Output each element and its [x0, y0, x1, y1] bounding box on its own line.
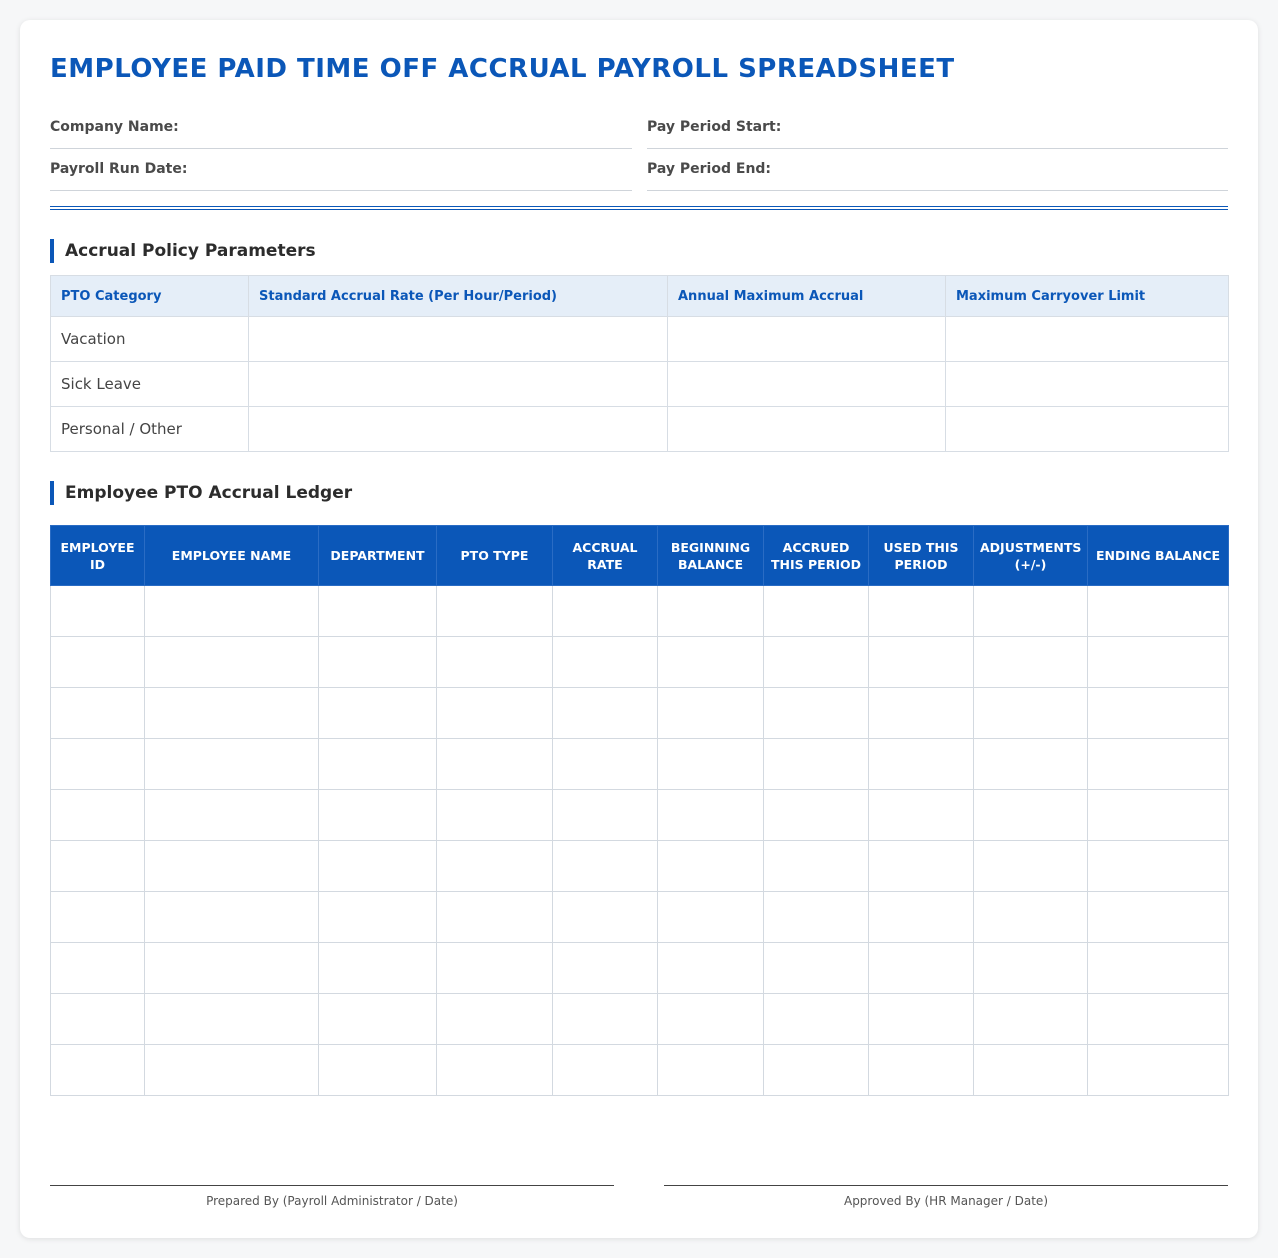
ledger-cell[interactable] [658, 841, 764, 892]
ledger-cell[interactable] [869, 790, 974, 841]
ledger-row [51, 790, 1229, 841]
ledger-cell[interactable] [764, 688, 869, 739]
ledger-cell[interactable] [869, 943, 974, 994]
ledger-column-header: BEGINNING BALANCE [658, 526, 764, 586]
ledger-cell[interactable] [319, 790, 437, 841]
ledger-cell[interactable] [1088, 790, 1229, 841]
ledger-cell[interactable] [553, 739, 658, 790]
ledger-cell[interactable] [437, 637, 553, 688]
ledger-cell[interactable] [764, 892, 869, 943]
ledger-cell[interactable] [974, 1045, 1088, 1096]
ledger-cell[interactable] [658, 739, 764, 790]
ledger-cell[interactable] [437, 739, 553, 790]
policy-value-cell[interactable] [249, 317, 668, 362]
ledger-cell[interactable] [145, 790, 319, 841]
policy-value-cell[interactable] [668, 407, 946, 452]
ledger-cell[interactable] [869, 1045, 974, 1096]
ledger-cell[interactable] [974, 841, 1088, 892]
ledger-cell[interactable] [553, 841, 658, 892]
ledger-cell[interactable] [658, 943, 764, 994]
ledger-row [51, 637, 1229, 688]
ledger-cell[interactable] [51, 892, 145, 943]
ledger-cell[interactable] [764, 586, 869, 637]
ledger-cell[interactable] [1088, 739, 1229, 790]
ledger-cell[interactable] [145, 841, 319, 892]
ledger-cell[interactable] [319, 637, 437, 688]
ledger-cell[interactable] [437, 892, 553, 943]
ledger-cell[interactable] [437, 1045, 553, 1096]
ledger-cell[interactable] [974, 943, 1088, 994]
ledger-cell[interactable] [319, 841, 437, 892]
page-title: EMPLOYEE PAID TIME OFF ACCRUAL PAYROLL SPREADSHEET [50, 54, 955, 84]
ledger-cell[interactable] [437, 841, 553, 892]
ledger-cell[interactable] [51, 637, 145, 688]
ledger-cell[interactable] [51, 1045, 145, 1096]
ledger-cell[interactable] [437, 943, 553, 994]
ledger-cell[interactable] [145, 688, 319, 739]
header-divider [50, 206, 1228, 210]
ledger-cell[interactable] [145, 586, 319, 637]
prepared-by-signature-line[interactable]: Prepared By (Payroll Administrator / Date) [50, 1185, 614, 1208]
policy-column-header: PTO Category [51, 276, 249, 317]
ledger-cell[interactable] [974, 790, 1088, 841]
ledger-column-header: DEPARTMENT [319, 526, 437, 586]
policy-column-header: Standard Accrual Rate (Per Hour/Period) [249, 276, 668, 317]
ledger-row [51, 943, 1229, 994]
ledger-cell[interactable] [145, 1045, 319, 1096]
policy-row [51, 362, 1229, 407]
ledger-column-header: ADJUSTMENTS (+/-) [974, 526, 1088, 586]
ledger-cell[interactable] [869, 688, 974, 739]
ledger-column-header: EMPLOYEE ID [51, 526, 145, 586]
ledger-cell[interactable] [764, 943, 869, 994]
ledger-cell[interactable] [145, 739, 319, 790]
ledger-row [51, 1045, 1229, 1096]
ledger-row [51, 994, 1229, 1045]
ledger-cell[interactable] [51, 943, 145, 994]
ledger-cell[interactable] [658, 790, 764, 841]
ledger-cell[interactable] [437, 688, 553, 739]
ledger-cell[interactable] [319, 994, 437, 1045]
ledger-column-header: ACCRUED THIS PERIOD [764, 526, 869, 586]
ledger-cell[interactable] [764, 637, 869, 688]
policy-value-cell[interactable] [668, 362, 946, 407]
approved-by-signature-line[interactable]: Approved By (HR Manager / Date) [664, 1185, 1228, 1208]
ledger-cell[interactable] [869, 739, 974, 790]
policy-value-cell[interactable] [668, 317, 946, 362]
policy-row [51, 317, 1229, 362]
ledger-cell[interactable] [553, 637, 658, 688]
ledger-cell[interactable] [1088, 1045, 1229, 1096]
document-card [20, 20, 1258, 1238]
ledger-cell[interactable] [764, 841, 869, 892]
ledger-cell[interactable] [869, 637, 974, 688]
ledger-cell[interactable] [1088, 637, 1229, 688]
ledger-cell[interactable] [974, 739, 1088, 790]
ledger-cell[interactable] [869, 994, 974, 1045]
ledger-cell[interactable] [553, 586, 658, 637]
ledger-cell[interactable] [553, 790, 658, 841]
ledger-cell[interactable] [1088, 688, 1229, 739]
ledger-cell[interactable] [51, 841, 145, 892]
pto-ledger-table [50, 525, 1229, 1096]
ledger-cell[interactable] [437, 586, 553, 637]
ledger-cell[interactable] [51, 739, 145, 790]
ledger-cell[interactable] [869, 586, 974, 637]
ledger-column-header: ACCRUAL RATE [553, 526, 658, 586]
ledger-cell[interactable] [145, 892, 319, 943]
policy-row [51, 407, 1229, 452]
ledger-cell[interactable] [764, 994, 869, 1045]
policy-value-cell[interactable] [249, 407, 668, 452]
ledger-cell[interactable] [437, 790, 553, 841]
payroll-run-date-field[interactable]: Payroll Run Date: [50, 149, 632, 191]
ledger-cell[interactable] [51, 790, 145, 841]
ledger-cell[interactable] [869, 892, 974, 943]
policy-value-cell[interactable] [946, 362, 1229, 407]
ledger-cell[interactable] [1088, 586, 1229, 637]
policy-section-heading: Accrual Policy Parameters [50, 239, 316, 263]
ledger-cell[interactable] [553, 943, 658, 994]
ledger-cell[interactable] [51, 994, 145, 1045]
ledger-cell[interactable] [319, 688, 437, 739]
ledger-column-header: PTO TYPE [437, 526, 553, 586]
ledger-section-heading: Employee PTO Accrual Ledger [50, 481, 352, 505]
ledger-cell[interactable] [319, 739, 437, 790]
policy-column-header: Annual Maximum Accrual [668, 276, 946, 317]
ledger-row [51, 688, 1229, 739]
ledger-column-header: ENDING BALANCE [1088, 526, 1229, 586]
policy-column-header: Maximum Carryover Limit [946, 276, 1229, 317]
ledger-cell[interactable] [1088, 892, 1229, 943]
ledger-cell[interactable] [1088, 841, 1229, 892]
ledger-cell[interactable] [319, 892, 437, 943]
ledger-cell[interactable] [764, 790, 869, 841]
policy-value-cell[interactable] [946, 317, 1229, 362]
ledger-cell[interactable] [974, 688, 1088, 739]
ledger-cell[interactable] [437, 994, 553, 1045]
company-name-field[interactable]: Company Name: [50, 107, 632, 149]
ledger-cell[interactable] [658, 688, 764, 739]
ledger-cell[interactable] [764, 739, 869, 790]
accrual-policy-table [50, 275, 1229, 452]
ledger-cell[interactable] [658, 994, 764, 1045]
pto-category-cell: Sick Leave [51, 362, 249, 407]
pto-category-cell: Vacation [51, 317, 249, 362]
ledger-row [51, 892, 1229, 943]
ledger-cell[interactable] [974, 586, 1088, 637]
ledger-cell[interactable] [319, 586, 437, 637]
ledger-column-header: EMPLOYEE NAME [145, 526, 319, 586]
policy-value-cell[interactable] [249, 362, 668, 407]
ledger-cell[interactable] [974, 637, 1088, 688]
policy-value-cell[interactable] [946, 407, 1229, 452]
ledger-cell[interactable] [319, 1045, 437, 1096]
pay-period-start-field[interactable]: Pay Period Start: [647, 107, 1228, 149]
ledger-cell[interactable] [145, 943, 319, 994]
ledger-cell[interactable] [1088, 943, 1229, 994]
ledger-cell[interactable] [145, 637, 319, 688]
ledger-cell[interactable] [319, 943, 437, 994]
ledger-cell[interactable] [145, 994, 319, 1045]
ledger-cell[interactable] [553, 1045, 658, 1096]
ledger-cell[interactable] [658, 586, 764, 637]
pto-category-cell: Personal / Other [51, 407, 249, 452]
ledger-cell[interactable] [658, 1045, 764, 1096]
ledger-cell[interactable] [553, 688, 658, 739]
ledger-cell[interactable] [553, 892, 658, 943]
ledger-row [51, 586, 1229, 637]
ledger-cell[interactable] [51, 586, 145, 637]
ledger-cell[interactable] [1088, 994, 1229, 1045]
ledger-cell[interactable] [51, 688, 145, 739]
ledger-cell[interactable] [553, 994, 658, 1045]
ledger-row [51, 739, 1229, 790]
ledger-cell[interactable] [658, 637, 764, 688]
ledger-cell[interactable] [869, 841, 974, 892]
ledger-cell[interactable] [974, 892, 1088, 943]
ledger-column-header: USED THIS PERIOD [869, 526, 974, 586]
ledger-cell[interactable] [974, 994, 1088, 1045]
pay-period-end-field[interactable]: Pay Period End: [647, 149, 1228, 191]
ledger-cell[interactable] [658, 892, 764, 943]
ledger-cell[interactable] [764, 1045, 869, 1096]
ledger-row [51, 841, 1229, 892]
